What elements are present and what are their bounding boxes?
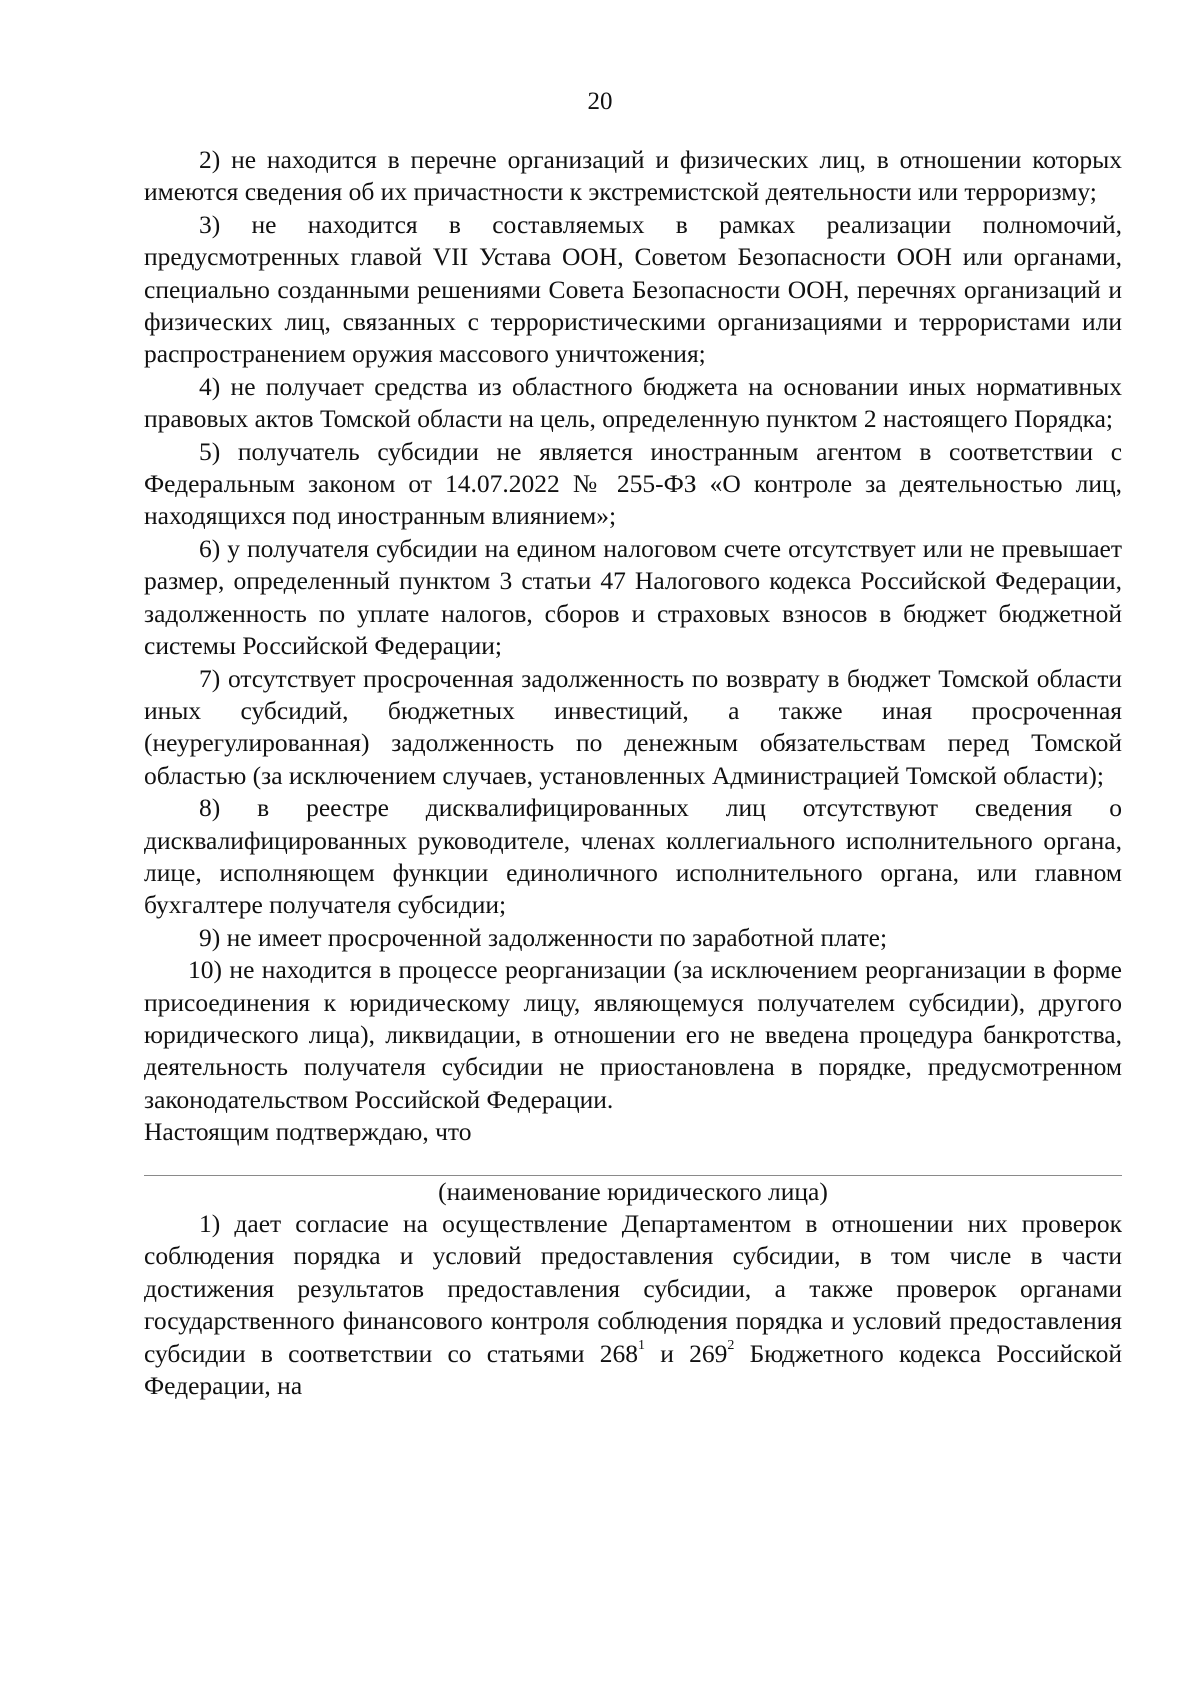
item-number: 7)	[199, 663, 221, 693]
item-text: отсутствует просроченная задолженность по возврату в бюджет Томской области иных субсидий, бюджетных инвестиций, а также иная просроченная (неурегулированная) задолженность по денежным обязательствам перед Томской областью (за исключением случаев, установленных Администрацией Томской области);	[144, 663, 1122, 790]
list-item-8	[144, 792, 1122, 922]
list-item-3	[144, 209, 1122, 371]
confirm-statement: Настоящим подтверждаю, что	[144, 1117, 472, 1147]
item-number: 9)	[199, 922, 221, 952]
item-number: 6)	[199, 533, 221, 563]
item-text: Бюджетного кодекса Российской Федерации, на	[144, 1338, 1123, 1401]
fill-in-line	[144, 1159, 1122, 1176]
item-text: получатель субсидии не является иностранным агентом в соответствии с Федеральным законом от 14.07.2022 № 255-ФЗ «О контроле за деятельностью лиц, находящихся под иностранным влиянием»;	[144, 436, 1123, 531]
item-text: не получает средства из областного бюджета на основании иных нормативных правовых актов Томской области на цель, определенную пунктом 2 настоящего Порядка;	[144, 371, 1123, 434]
document-body	[144, 144, 1122, 1402]
consent-item-1	[144, 1208, 1122, 1402]
item-number: 4)	[199, 371, 221, 401]
superscript: 2	[727, 1338, 735, 1354]
list-item-7	[144, 663, 1122, 793]
superscript: 1	[638, 1338, 645, 1354]
fill-in-caption: (наименование юридического лица)	[438, 1176, 828, 1206]
item-text: в реестре дисквалифицированных лиц отсутствуют сведения о дисквалифицированных руководителе, членах коллегиального исполнительного органа, лице, исполняющем функции единоличного исполнительного органа, или главном бухгалтере получателя субсидии;	[144, 793, 1123, 920]
entity-name-blank	[144, 1159, 1122, 1208]
item-text: дает согласие на осуществление Департаментом в отношении них проверок соблюдения порядка и условий предоставления субсидии, в том числе в части достижения результатов предоставления субсидии, а также проверок органами государственного финансового контроля соблюдения порядка и условий предоставления субсидии в соответствии со статьями	[144, 1209, 1123, 1368]
page-number: 20	[587, 88, 613, 115]
item-number: 5)	[199, 436, 221, 466]
item-number: 1)	[199, 1209, 221, 1238]
list-item-2	[144, 144, 1122, 209]
list-item-5	[144, 436, 1122, 533]
list-item-9	[144, 922, 1122, 954]
item-number: 3)	[199, 209, 221, 239]
item-number: 8)	[199, 793, 221, 823]
item-text: не находится в составляемых в рамках реализации полномочий, предусмотренных главой VII Устава ООН, Советом Безопасности ООН или органами, специально созданными решениями Совета Безопасности ООН, перечнях организаций и физических лиц, связанных с террористическими организациями и террористами или распространением оружия массового уничтожения;	[144, 209, 1122, 369]
item-text: не находится в процессе реорганизации (за исключением реорганизации в форме присоединения к юридическому лицу, являющемуся получателем субсидии), другого юридического лица), ликвидации, в отношении его не введена процедура банкротства, деятельность получателя субсидии не приостановлена в порядке, предусмотренном законодательством Российской Федерации.	[144, 955, 1123, 1114]
item-text: не имеет просроченной задолженности по заработной плате;	[226, 922, 888, 952]
list-item-10	[144, 954, 1122, 1116]
article-reference: $268^1$	[599, 1338, 645, 1368]
item-text: не находится в перечне организаций и физических лиц, в отношении которых имеются сведения об их причастности к экстремистской деятельности или терроризму;	[144, 145, 1123, 207]
item-text: у получателя субсидии на едином налоговом счете отсутствует или не превышает размер, определенный пунктом 3 статьи 47 Налогового кодекса Российской Федерации, задолженность по уплате налогов, сборов и страховых взносов в бюджет бюджетной системы Российской Федерации;	[144, 533, 1123, 661]
article-reference: $269^2$	[689, 1338, 735, 1368]
list-item-4	[144, 371, 1122, 436]
item-number: 2)	[199, 145, 221, 174]
conjunction: и	[660, 1338, 674, 1368]
item-number: 10)	[188, 955, 222, 985]
list-item-6	[144, 533, 1122, 663]
